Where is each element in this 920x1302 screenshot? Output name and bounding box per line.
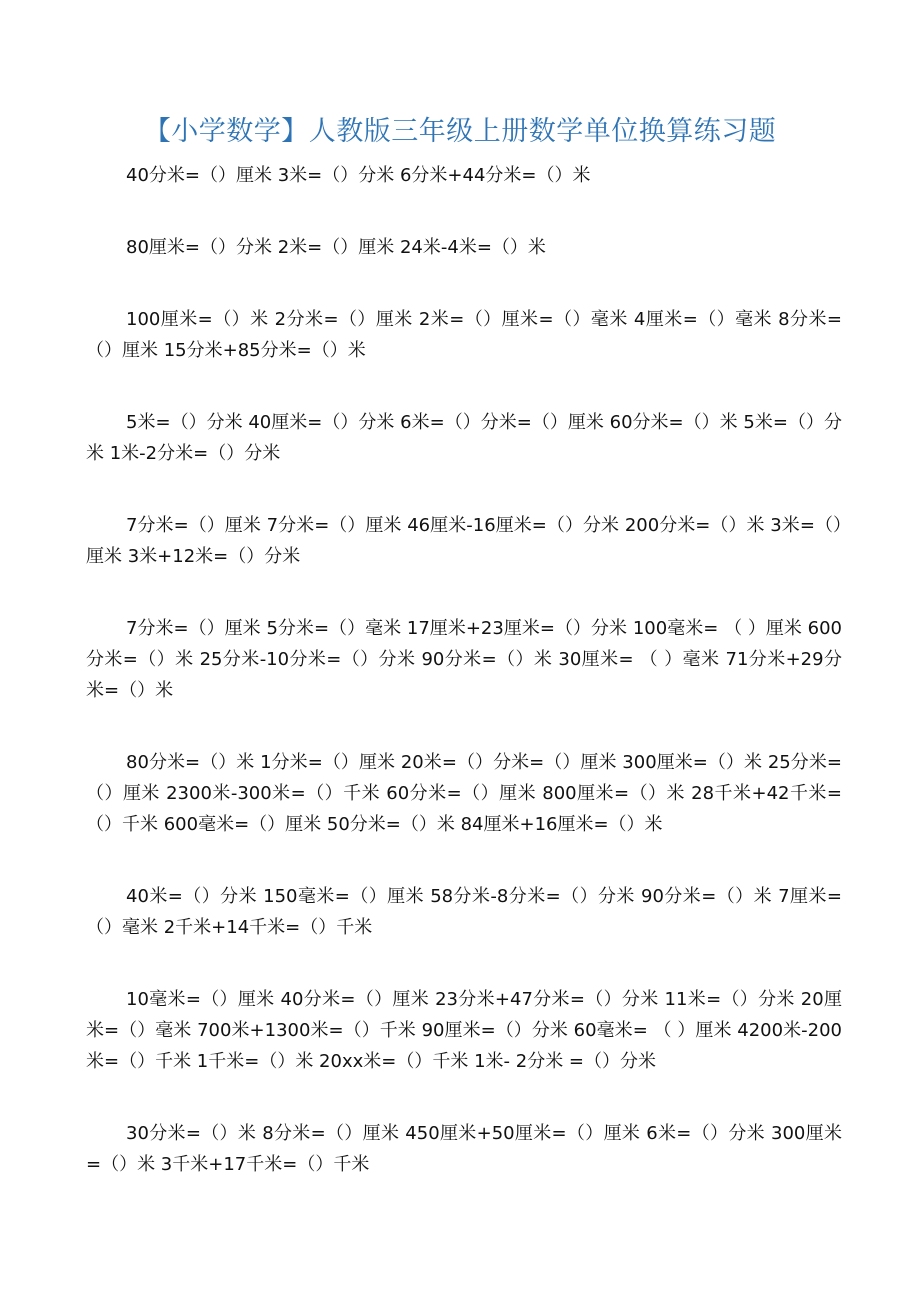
exercise-paragraph-10: 30分米=（）米 8分米=（）厘米 450厘米+50厘米=（）厘米 6米=（）分米 300厘米=（）米 3千米+17千米=（）千米 <box>86 1123 842 1175</box>
exercise-paragraph-8: 40米=（）分米 150毫米=（）厘米 58分米-8分米=（）分米 90分米=（）米 7厘米=（）毫米 2千米+14千米=（）千米 <box>86 886 842 938</box>
exercise-paragraph-5: 7分米=（）厘米 7分米=（）厘米 46厘米-16厘米=（）分米 200分米=（）米 3米=（）厘米 3米+12米=（）分米 <box>86 515 842 567</box>
exercise-paragraph-2: 80厘米=（）分米 2米=（）厘米 24米-4米=（）米 <box>126 237 546 258</box>
exercise-list <box>86 160 842 1180</box>
exercise-paragraph-4: 5米=（）分米 40厘米=（）分米 6米=（）分米=（）厘米 60分米=（）米 5米=（）分米 1米-2分米=（）分米 <box>86 412 842 464</box>
exercise-paragraph-9: 10毫米=（）厘米 40分米=（）厘米 23分米+47分米=（）分米 11米=（）分米 20厘米=（）毫米 700米+1300米=（）千米 90厘米=（）分米 60毫米= （ ）厘米 4200米-200米=（）千米 1千米=（）米 20xx米=（）千米 1米- 2分米 =（）分米 <box>86 989 842 1072</box>
document-title: 【小学数学】人教版三年级上册数学单位换算练习题 <box>143 116 777 147</box>
exercise-paragraph-7: 80分米=（）米 1分米=（）厘米 20米=（）分米=（）厘米 300厘米=（）米 25分米=（）厘米 2300米-300米=（）千米 60分米=（）厘米 800厘米=（）米 28千米+42千米=（）千米 600毫米=（）厘米 50分米=（）米 84厘米+16厘米=（）米 <box>86 752 842 835</box>
exercise-paragraph-6: 7分米=（）厘米 5分米=（）毫米 17厘米+23厘米=（）分米 100毫米= （ ）厘米 600分米=（）米 25分米-10分米=（）分米 90分米=（）米 30厘米= （ ）毫米 71分米+29分米=（）米 <box>86 618 842 701</box>
exercise-paragraph-1: 40分米=（）厘米 3米=（）分米 6分米+44分米=（）米 <box>126 165 591 186</box>
exercise-paragraph-3: 100厘米=（）米 2分米=（）厘米 2米=（）厘米=（）毫米 4厘米=（）毫米 8分米=（）厘米 15分米+85分米=（）米 <box>86 309 842 361</box>
